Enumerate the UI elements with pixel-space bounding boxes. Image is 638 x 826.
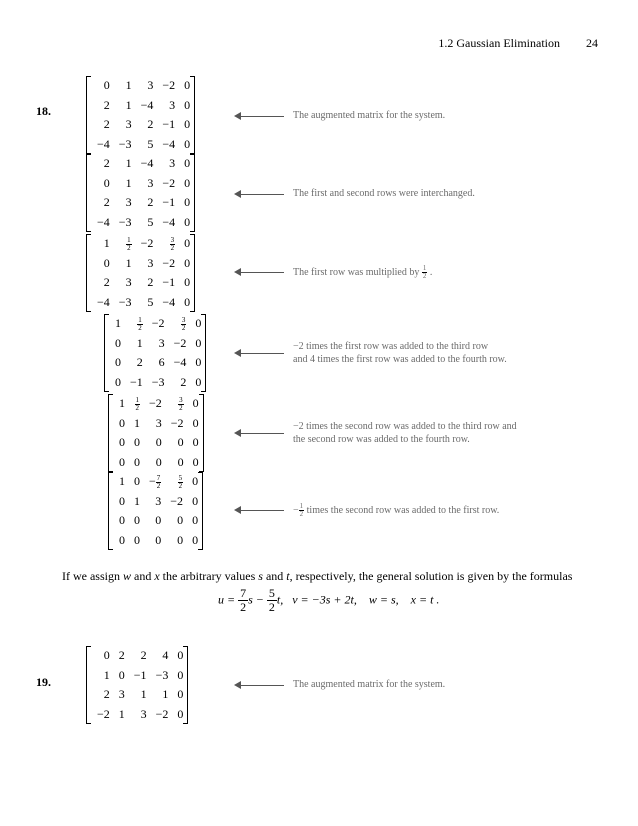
matrix-entry: 0 xyxy=(118,667,125,682)
general-solution-formula: u = $\frac{7}{2}$ s − $\frac{5}{2}$ t, v = −3s + 2t, w = s, x = t . xyxy=(218,586,440,614)
matrix-entry: 1 xyxy=(103,667,110,682)
matrix-row xyxy=(91,685,183,705)
matrix-row xyxy=(91,254,190,274)
matrix-entry: 0 xyxy=(155,435,162,450)
matrix-entry: 1 xyxy=(125,78,132,93)
matrix-entry: 0 xyxy=(192,435,199,450)
matrix-entry: $\frac{1}{2}$ xyxy=(135,395,139,412)
matrix-entry: −2 xyxy=(162,175,176,190)
problem-number: 18. xyxy=(36,104,51,118)
matrix-entry: 1 xyxy=(134,415,140,430)
step-annotation xyxy=(293,503,499,518)
matrix-entry: 2 xyxy=(103,156,110,171)
annotation-line: −2 times the first row was added to the third row xyxy=(293,341,489,352)
matrix-entry: 0 xyxy=(184,275,191,290)
matrix-entry: 2 xyxy=(103,97,110,112)
matrix-row xyxy=(91,666,183,686)
matrix-entry: −3 xyxy=(151,374,165,389)
matrix-entry: 0 xyxy=(119,513,125,528)
matrix-row xyxy=(91,293,190,313)
left-arrow-icon xyxy=(234,112,284,120)
matrix-row xyxy=(113,453,199,473)
matrix-row xyxy=(91,193,190,213)
matrix-entry: 0 xyxy=(103,648,110,663)
matrix-entry: 2 xyxy=(180,374,187,389)
matrix-entry: 0 xyxy=(155,513,162,528)
matrix-entry: 3 xyxy=(158,335,165,350)
matrix-entry: −2 xyxy=(155,706,169,721)
matrix-entry: 4 xyxy=(162,648,169,663)
left-arrow-icon xyxy=(234,190,284,198)
matrix-entry: 0 xyxy=(103,175,110,190)
matrix-entry: −4 xyxy=(162,294,176,309)
matrix-entry: −2 xyxy=(162,78,176,93)
annotation-line: the second row was added to the fourth row. xyxy=(293,434,470,445)
matrix-entry: 0 xyxy=(177,454,184,469)
matrix-entry: 1 xyxy=(125,156,132,171)
matrix-entry: 0 xyxy=(184,97,191,112)
matrix-entry: 0 xyxy=(192,396,199,411)
matrix-entry: −2 xyxy=(170,415,184,430)
matrix-row xyxy=(109,314,201,334)
matrix-entry: 0 xyxy=(155,532,162,547)
augmented-matrix xyxy=(86,76,195,154)
annotation-line: − $\frac{1}{2}$ times the second row was added to the first row. xyxy=(293,502,500,518)
matrix-entry: $\frac{3}{2}$ xyxy=(170,235,175,252)
matrix-entry: 0 xyxy=(192,415,199,430)
matrix-entry: 0 xyxy=(195,335,202,350)
matrix-entry: 3 xyxy=(147,175,154,190)
matrix-entry: −1 xyxy=(133,667,147,682)
matrix-entry: 3 xyxy=(118,687,125,702)
matrix-row xyxy=(91,705,183,725)
matrix-entry: 0 xyxy=(177,667,184,682)
matrix-entry: 0 xyxy=(177,648,184,663)
problem-number: 19. xyxy=(36,675,51,689)
left-arrow-icon xyxy=(234,506,284,514)
annotation-line: The augmented matrix for the system. xyxy=(293,679,446,690)
matrix-row xyxy=(91,76,190,96)
matrix-entry: 1 xyxy=(119,396,125,411)
matrix-entry: $\frac{1}{2}$ xyxy=(127,235,131,252)
step-annotation xyxy=(293,109,445,122)
matrix-entry: 1 xyxy=(103,236,110,251)
section-title: 1.2 Gaussian Elimination xyxy=(438,36,560,50)
matrix-entry: 0 xyxy=(192,454,199,469)
matrix-entry: −2 xyxy=(170,493,184,508)
matrix-entry: 0 xyxy=(134,454,140,469)
page-number: 24 xyxy=(586,36,598,50)
left-arrow-icon xyxy=(234,681,284,689)
matrix-entry: −1 xyxy=(162,275,176,290)
augmented-matrix xyxy=(108,394,204,472)
matrix-entry: $\frac{1}{2}$ xyxy=(138,315,142,332)
matrix-entry: −2 xyxy=(97,706,110,721)
augmented-matrix xyxy=(86,154,195,232)
matrix-row xyxy=(91,174,190,194)
matrix-entry: −4 xyxy=(162,214,176,229)
matrix-entry: 0 xyxy=(115,374,121,389)
matrix-row xyxy=(91,273,190,293)
matrix-entry: 3 xyxy=(125,275,132,290)
matrix-entry: −4 xyxy=(97,136,110,151)
matrix-entry: 2 xyxy=(147,195,154,210)
matrix-entry: 0 xyxy=(115,355,121,370)
step-annotation xyxy=(293,265,432,280)
matrix-row xyxy=(91,213,190,233)
augmented-matrix xyxy=(104,314,206,392)
matrix-entry: 0 xyxy=(177,513,184,528)
left-arrow-icon xyxy=(234,349,284,357)
matrix-row xyxy=(109,373,201,393)
matrix-entry: −3 xyxy=(155,667,169,682)
matrix-entry: 2 xyxy=(118,648,125,663)
step-annotation xyxy=(293,340,507,366)
matrix-entry: 3 xyxy=(155,493,162,508)
matrix-entry: 0 xyxy=(119,532,125,547)
step-annotation xyxy=(293,420,517,446)
matrix-entry: 1 xyxy=(119,474,125,489)
page-header xyxy=(438,36,598,51)
annotation-line: The first and second rows were interchanged. xyxy=(293,188,475,199)
left-arrow-icon xyxy=(234,268,284,276)
matrix-entry: $\frac{3}{2}$ xyxy=(181,315,186,332)
matrix-entry: −3 xyxy=(118,214,132,229)
matrix-row xyxy=(113,511,198,531)
matrix-entry: 0 xyxy=(184,175,191,190)
matrix-entry: −4 xyxy=(97,214,110,229)
matrix-entry: 0 xyxy=(184,117,191,132)
matrix-entry: 5 xyxy=(147,214,154,229)
augmented-matrix xyxy=(108,472,203,550)
matrix-entry: −4 xyxy=(140,97,154,112)
matrix-entry: 3 xyxy=(140,706,147,721)
matrix-entry: −1 xyxy=(162,117,176,132)
matrix-entry: 1 xyxy=(125,97,132,112)
matrix-entry: $\frac{5}{2}$ xyxy=(178,473,183,490)
matrix-entry: 0 xyxy=(184,255,191,270)
matrix-entry: 0 xyxy=(177,687,184,702)
matrix-row xyxy=(113,472,198,492)
matrix-entry: 1 xyxy=(125,175,132,190)
matrix-entry: 3 xyxy=(147,255,154,270)
matrix-entry: 0 xyxy=(119,493,125,508)
matrix-row xyxy=(113,433,199,453)
matrix-entry: 0 xyxy=(134,513,140,528)
matrix-row xyxy=(113,414,199,434)
matrix-entry: 5 xyxy=(147,294,154,309)
matrix-entry: 0 xyxy=(134,532,140,547)
matrix-entry: − $\frac{7}{2}$ xyxy=(149,473,161,490)
matrix-entry: −1 xyxy=(162,195,176,210)
annotation-line: The augmented matrix for the system. xyxy=(293,110,446,121)
matrix-entry: 3 xyxy=(125,195,132,210)
matrix-entry: 0 xyxy=(195,374,202,389)
matrix-entry: 0 xyxy=(177,532,184,547)
matrix-row xyxy=(91,135,190,155)
matrix-entry: 0 xyxy=(192,493,199,508)
matrix-row xyxy=(91,115,190,135)
matrix-entry: −1 xyxy=(130,374,143,389)
matrix-entry: 2 xyxy=(136,355,143,370)
matrix-entry: 2 xyxy=(103,687,110,702)
matrix-entry: 2 xyxy=(140,648,147,663)
matrix-entry: −3 xyxy=(118,294,132,309)
matrix-entry: 3 xyxy=(155,415,162,430)
matrix-entry: −2 xyxy=(140,236,154,251)
matrix-entry: 3 xyxy=(169,156,176,171)
matrix-entry: 0 xyxy=(103,255,110,270)
matrix-entry: −4 xyxy=(173,355,187,370)
matrix-entry: 3 xyxy=(169,97,176,112)
matrix-entry: 1 xyxy=(162,687,169,702)
matrix-entry: 1 xyxy=(125,255,132,270)
annotation-line: −2 times the second row was added to the third row and xyxy=(293,421,517,432)
augmented-matrix xyxy=(86,646,188,724)
matrix-entry: 0 xyxy=(119,435,125,450)
matrix-entry: 2 xyxy=(103,117,110,132)
matrix-entry: 0 xyxy=(184,136,191,151)
matrix-row xyxy=(91,646,183,666)
matrix-entry: 1 xyxy=(115,316,121,331)
matrix-entry: 0 xyxy=(184,156,191,171)
matrix-entry: −2 xyxy=(173,335,187,350)
matrix-entry: 0 xyxy=(195,355,202,370)
annotation-line: The first row was multiplied by $\frac{1}{2}$ . xyxy=(293,264,433,280)
matrix-entry: 0 xyxy=(134,474,140,489)
matrix-entry: 0 xyxy=(192,532,199,547)
matrix-row xyxy=(109,353,201,373)
matrix-entry: 3 xyxy=(147,78,154,93)
matrix-entry: 0 xyxy=(192,474,199,489)
matrix-entry: 0 xyxy=(119,415,125,430)
matrix-entry: 3 xyxy=(125,117,132,132)
matrix-entry: 0 xyxy=(134,435,140,450)
matrix-entry: −2 xyxy=(162,255,176,270)
matrix-entry: 0 xyxy=(177,435,184,450)
matrix-entry: 2 xyxy=(147,117,154,132)
matrix-entry: 2 xyxy=(147,275,154,290)
matrix-entry: 5 xyxy=(147,136,154,151)
matrix-entry: 0 xyxy=(103,78,110,93)
matrix-entry: 0 xyxy=(195,316,202,331)
matrix-row xyxy=(91,154,190,174)
matrix-entry: −2 xyxy=(149,396,162,411)
matrix-entry: 1 xyxy=(136,335,143,350)
matrix-row xyxy=(109,334,201,354)
matrix-row xyxy=(91,96,190,116)
matrix-row xyxy=(113,492,198,512)
matrix-entry: 2 xyxy=(103,195,110,210)
matrix-entry: 1 xyxy=(134,493,140,508)
matrix-entry: −4 xyxy=(162,136,176,151)
matrix-entry: 0 xyxy=(184,214,191,229)
matrix-entry: 0 xyxy=(184,236,191,251)
step-annotation xyxy=(293,187,475,200)
matrix-entry: 1 xyxy=(118,706,125,721)
matrix-entry: 2 xyxy=(103,275,110,290)
matrix-entry: 0 xyxy=(184,195,191,210)
left-arrow-icon xyxy=(234,429,284,437)
matrix-entry: −3 xyxy=(118,136,132,151)
matrix-row xyxy=(91,234,190,254)
matrix-entry: 1 xyxy=(140,687,147,702)
matrix-entry: 0 xyxy=(155,454,162,469)
matrix-entry: 0 xyxy=(119,454,125,469)
matrix-row xyxy=(113,394,199,414)
step-annotation xyxy=(293,678,445,691)
matrix-entry: −4 xyxy=(97,294,110,309)
matrix-entry: −4 xyxy=(140,156,154,171)
annotation-line: and 4 times the first row was added to the fourth row. xyxy=(293,354,507,365)
matrix-entry: 0 xyxy=(177,706,184,721)
matrix-entry: 0 xyxy=(184,78,191,93)
matrix-entry: 6 xyxy=(158,355,165,370)
matrix-entry: 0 xyxy=(115,335,121,350)
general-solution-sentence: If we assign w and x the arbitrary values s and t, respectively, the general solution is given by the formulas xyxy=(62,569,573,583)
matrix-entry: −2 xyxy=(151,316,165,331)
matrix-entry: 0 xyxy=(184,294,191,309)
matrix-entry: 0 xyxy=(192,513,199,528)
matrix-row xyxy=(113,531,198,551)
matrix-entry: $\frac{3}{2}$ xyxy=(179,395,183,412)
augmented-matrix xyxy=(86,234,195,312)
